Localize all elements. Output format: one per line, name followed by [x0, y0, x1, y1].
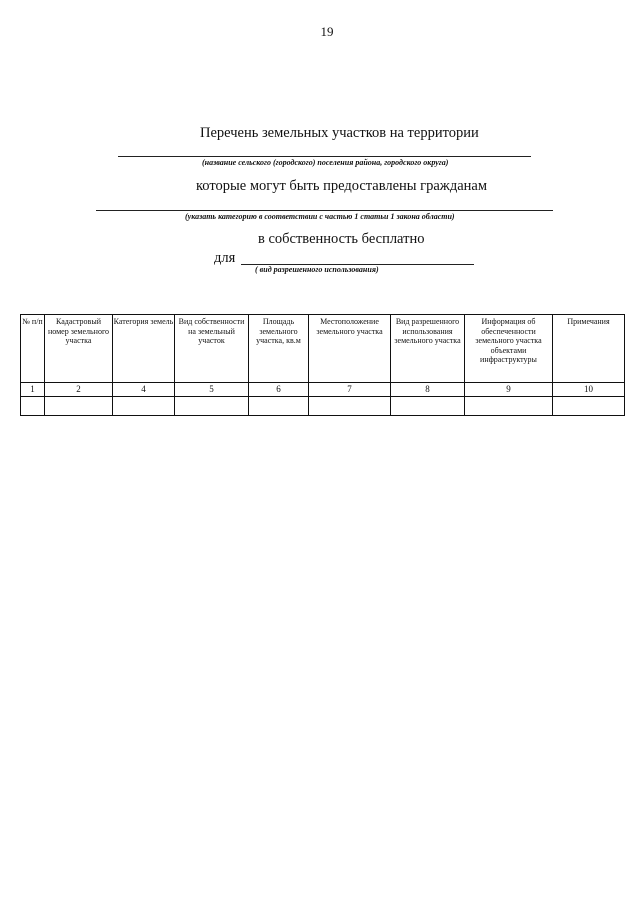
settlement-caption: (название сельского (городского) поселения района, городского округа): [202, 158, 449, 167]
empty-cell: [21, 397, 45, 416]
column-header-permitted-use: Вид разрешенного использования земельного участка: [391, 315, 465, 383]
column-number: 5: [175, 383, 249, 397]
category-line: [96, 210, 553, 211]
column-header-area: Площадь земельного участка, кв.м: [249, 315, 309, 383]
permitted-use-caption: ( вид разрешенного использования): [255, 265, 379, 274]
column-number: 2: [45, 383, 113, 397]
for-label: для: [214, 250, 236, 266]
title-line-1: Перечень земельных участков на территории: [200, 125, 479, 141]
empty-cell: [249, 397, 309, 416]
empty-cell: [465, 397, 553, 416]
empty-cell: [175, 397, 249, 416]
page-number: 19: [320, 24, 334, 39]
land-plots-table: [20, 314, 625, 416]
column-header-cadastral-number: Кадастровый номер земельного участка: [45, 315, 113, 383]
empty-cell: [45, 397, 113, 416]
column-header-land-category: Категория земель: [113, 315, 175, 383]
column-header-location: Местоположение земельного участка: [309, 315, 391, 383]
empty-cell: [553, 397, 625, 416]
column-number: 6: [249, 383, 309, 397]
column-header-index: № п/п: [21, 315, 45, 383]
column-number: 7: [309, 383, 391, 397]
settlement-name-line: [118, 156, 531, 157]
column-number: 10: [553, 383, 625, 397]
column-number: 9: [465, 383, 553, 397]
title-line-2: которые могут быть предоставлены гражданам: [196, 178, 488, 194]
column-number: 4: [113, 383, 175, 397]
column-header-infrastructure: Информация об обеспеченности земельного участка объектами инфраструктуры: [465, 315, 553, 383]
empty-cell: [391, 397, 465, 416]
column-number: 8: [391, 383, 465, 397]
empty-data-row: [21, 397, 625, 416]
table-header-row: [21, 315, 625, 383]
empty-cell: [309, 397, 391, 416]
column-header-ownership-type: Вид собственности на земельный участок: [175, 315, 249, 383]
column-header-notes: Примечания: [553, 315, 625, 383]
category-caption: (указать категорию в соответствии с частью 1 статьи 1 закона области): [185, 212, 455, 221]
column-number-row: [21, 383, 625, 397]
title-line-3: в собственность бесплатно: [258, 231, 425, 247]
empty-cell: [113, 397, 175, 416]
column-number: 1: [21, 383, 45, 397]
